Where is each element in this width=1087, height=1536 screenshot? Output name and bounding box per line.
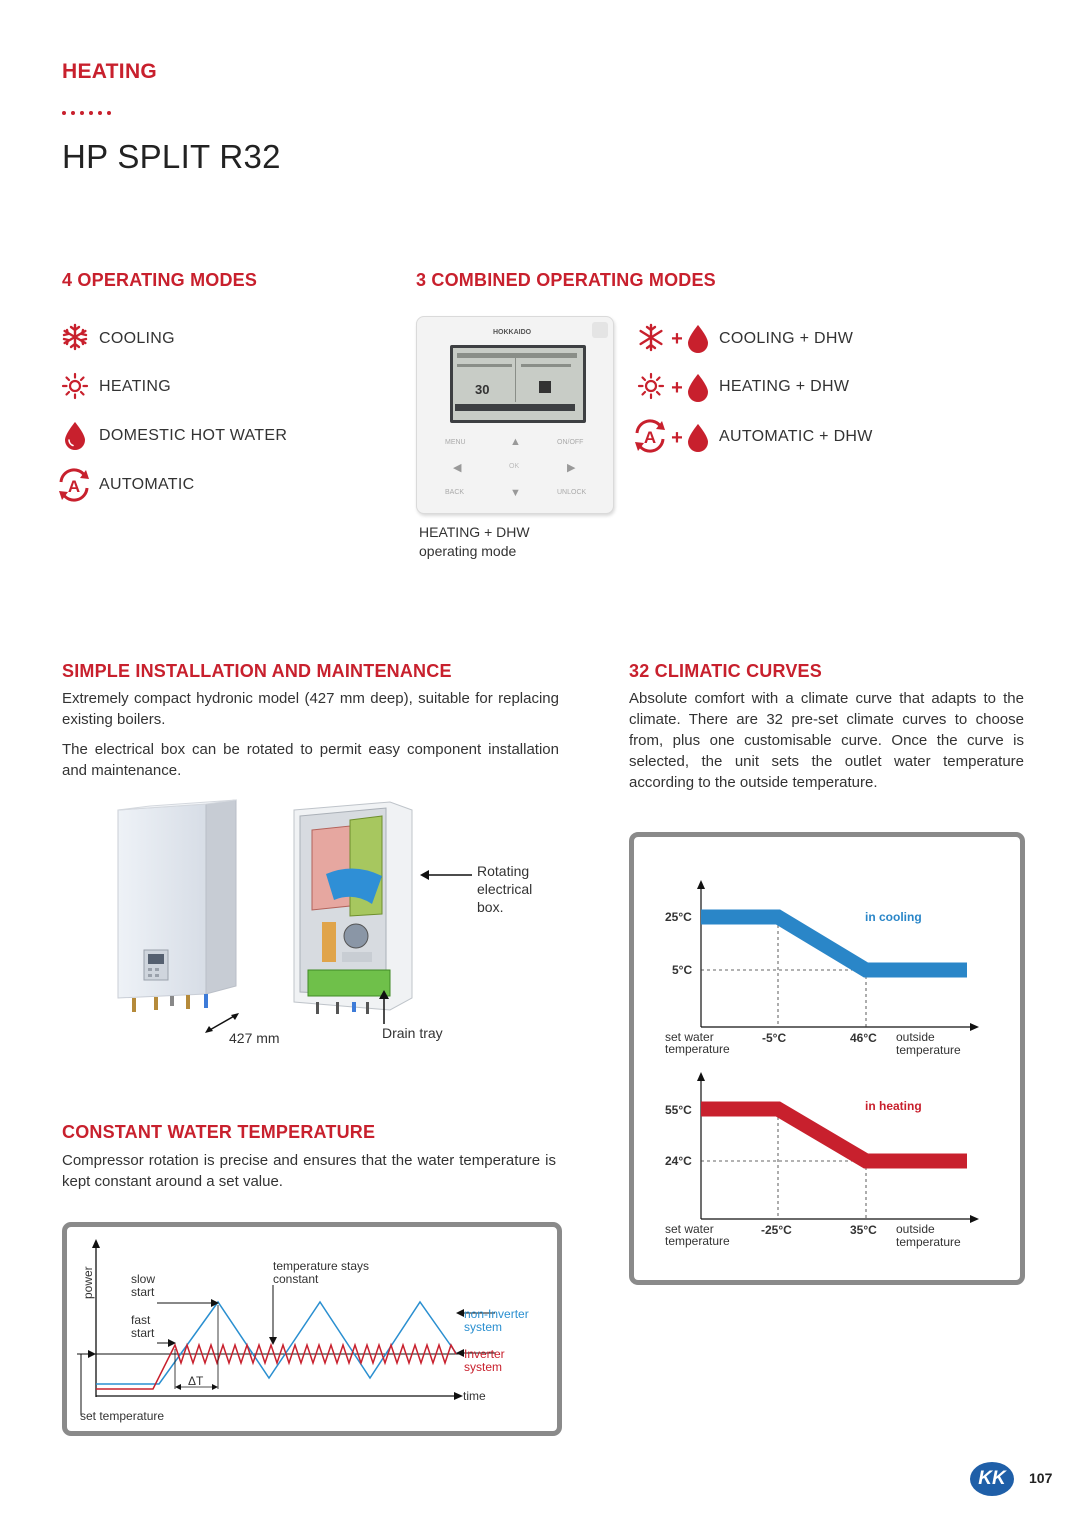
heating-title: in heating <box>865 1099 922 1113</box>
drain-tray-label: Drain tray <box>382 1025 443 1041</box>
mode-heating: HEATING <box>99 378 172 395</box>
snowflake-icon <box>61 323 89 351</box>
cooling-title: in cooling <box>865 910 922 924</box>
slow-start-line-2: start <box>131 1285 155 1299</box>
heating-xlabel <box>896 1223 961 1249</box>
inverter-label <box>464 1348 505 1374</box>
installation-heading: SIMPLE INSTALLATION AND MAINTENANCE <box>62 661 452 681</box>
sun-icon <box>61 372 89 400</box>
mode-automatic: AUTOMATIC <box>99 476 195 493</box>
cooling-xlabel-1: outside <box>896 1030 935 1044</box>
controller-caption <box>419 523 530 561</box>
mode-dhw: DOMESTIC HOT WATER <box>99 427 288 444</box>
fast-start-line-1: fast <box>131 1313 151 1327</box>
kk-logo <box>970 1462 1014 1496</box>
controller-back-button[interactable]: BACK <box>445 489 465 496</box>
cooling-xlabel <box>896 1031 961 1057</box>
controller-up-button[interactable]: ▲ <box>510 436 521 448</box>
heating-y-low: 24°C <box>665 1154 692 1168</box>
controller-right-button[interactable]: ▶ <box>567 462 576 474</box>
svg-text:+: + <box>671 377 683 399</box>
fast-start-label <box>131 1314 154 1340</box>
sun-plus-drop-icon <box>637 372 711 402</box>
slow-start-line-1: slow <box>131 1272 156 1286</box>
svg-text:+: + <box>671 427 683 449</box>
combined-automatic-dhw: AUTOMATIC + DHW <box>719 428 873 445</box>
y-axis-label: power <box>81 1266 95 1299</box>
caption-line-2: operating mode <box>419 543 517 559</box>
controller-down-button[interactable]: ▼ <box>510 487 521 499</box>
slow-start-label <box>131 1273 155 1299</box>
cooling-x-low: -5°C <box>762 1031 787 1045</box>
cooling-ylabel-1: set water <box>665 1030 714 1044</box>
kk-logo-text: KK <box>978 1468 1006 1489</box>
inverter-diagram-frame <box>62 1222 562 1436</box>
heating-ylabel-1: set water <box>665 1222 714 1236</box>
controller-menu-button[interactable]: MENU <box>445 439 466 446</box>
drain-arrow-icon <box>378 990 390 1024</box>
combined-cooling-dhw: COOLING + DHW <box>719 330 854 347</box>
page-title: HP SPLIT R32 <box>62 138 281 175</box>
automatic-icon <box>55 468 93 502</box>
heating-ylabel <box>665 1223 730 1247</box>
heating-curve-line <box>701 1109 967 1161</box>
controller-screen-temp: 30 <box>475 382 490 397</box>
controller-unlock-button[interactable]: UNLOCK <box>557 489 587 496</box>
caption-line-1: HEATING + DHW <box>419 524 530 540</box>
fast-start-line-2: start <box>131 1326 155 1340</box>
delta-t-label: ΔT <box>188 1374 204 1388</box>
cooling-ylabel <box>665 1031 730 1055</box>
inverter-line-2: system <box>464 1360 503 1374</box>
combined-heating-dhw: HEATING + DHW <box>719 378 850 395</box>
heating-y-high: 55°C <box>665 1103 692 1117</box>
time-label: time <box>463 1389 486 1403</box>
controller-ok-button[interactable]: OK <box>509 463 520 470</box>
climatic-heading: 32 CLIMATIC CURVES <box>629 661 822 681</box>
constant-temp-heading: CONSTANT WATER TEMPERATURE <box>62 1122 376 1142</box>
cooling-curve-line <box>701 917 967 970</box>
rotating-line-2: electrical <box>477 881 533 897</box>
heating-xlabel-2: temperature <box>896 1235 961 1249</box>
rotating-line-3: box. <box>477 899 504 915</box>
section-label: HEATING <box>62 60 158 83</box>
temperature-stays-label <box>273 1260 369 1286</box>
controller-screen <box>450 345 586 423</box>
constant-temp-para: Compressor rotation is precise and ensures that the water temperature is kept constant around a set value. <box>62 1152 556 1190</box>
svg-text:+: + <box>671 328 683 350</box>
non-inverter-label <box>464 1308 529 1334</box>
heating-xlabel-1: outside <box>896 1222 935 1236</box>
combined-modes-heading: 3 COMBINED OPERATING MODES <box>416 270 716 290</box>
indoor-unit-image <box>110 798 250 1030</box>
heating-x-high: 35°C <box>850 1223 877 1237</box>
controller-brand: HOKKAIDO <box>493 329 532 336</box>
cooling-ylabel-2: temperature <box>665 1042 730 1056</box>
non-inverter-line-2: system <box>464 1320 503 1334</box>
cooling-y-high: 25°C <box>665 910 692 924</box>
stays-line-1: temperature stays <box>273 1259 370 1273</box>
rotating-line-1: Rotating <box>477 863 530 879</box>
automatic-plus-drop-icon <box>631 419 711 453</box>
climatic-para: Absolute comfort with a climate curve that adapts to the climate. There are 32 pre-set climate curves to choose from, plus one customisable curve. Once the curve is selected, the unit sets the outlet water temperature according to the outside temperature. <box>629 690 1024 791</box>
rotating-box-label <box>477 862 532 916</box>
climatic-curves-frame <box>629 832 1025 1285</box>
rotating-arrow-icon <box>420 868 472 882</box>
wired-controller-image <box>416 316 614 514</box>
non-inverter-line-1: non-Inverter <box>464 1307 529 1321</box>
operating-modes-heading: 4 OPERATING MODES <box>62 270 258 290</box>
installation-para-1: Extremely compact hydronic model (427 mm deep), suitable for replacing existing boilers. <box>62 690 559 728</box>
water-drop-icon <box>63 421 87 450</box>
heating-ylabel-2: temperature <box>665 1234 730 1248</box>
unit-interior-image <box>286 796 426 1024</box>
controller-onoff-button[interactable]: ON/OFF <box>557 439 584 446</box>
mode-cooling: COOLING <box>99 330 175 347</box>
controller-left-button[interactable]: ◀ <box>453 462 462 474</box>
inverter-line-1: Inverter <box>464 1347 505 1361</box>
installation-para-2: The electrical box can be rotated to permit easy component installation and maintenance. <box>62 741 559 779</box>
heating-x-low: -25°C <box>761 1223 792 1237</box>
cooling-xlabel-2: temperature <box>896 1043 961 1057</box>
dotted-divider <box>62 102 116 120</box>
stays-line-2: constant <box>273 1272 319 1286</box>
snowflake-plus-drop-icon <box>637 323 711 353</box>
depth-label: 427 mm <box>229 1030 280 1046</box>
set-temperature-label: set temperature <box>80 1409 165 1423</box>
cooling-y-low: 5°C <box>672 963 693 977</box>
svg-text:A: A <box>67 477 81 496</box>
page-number: 107 <box>1029 1470 1053 1486</box>
svg-text:A: A <box>643 428 657 447</box>
cooling-x-high: 46°C <box>850 1031 877 1045</box>
controller-sensor <box>592 322 608 338</box>
